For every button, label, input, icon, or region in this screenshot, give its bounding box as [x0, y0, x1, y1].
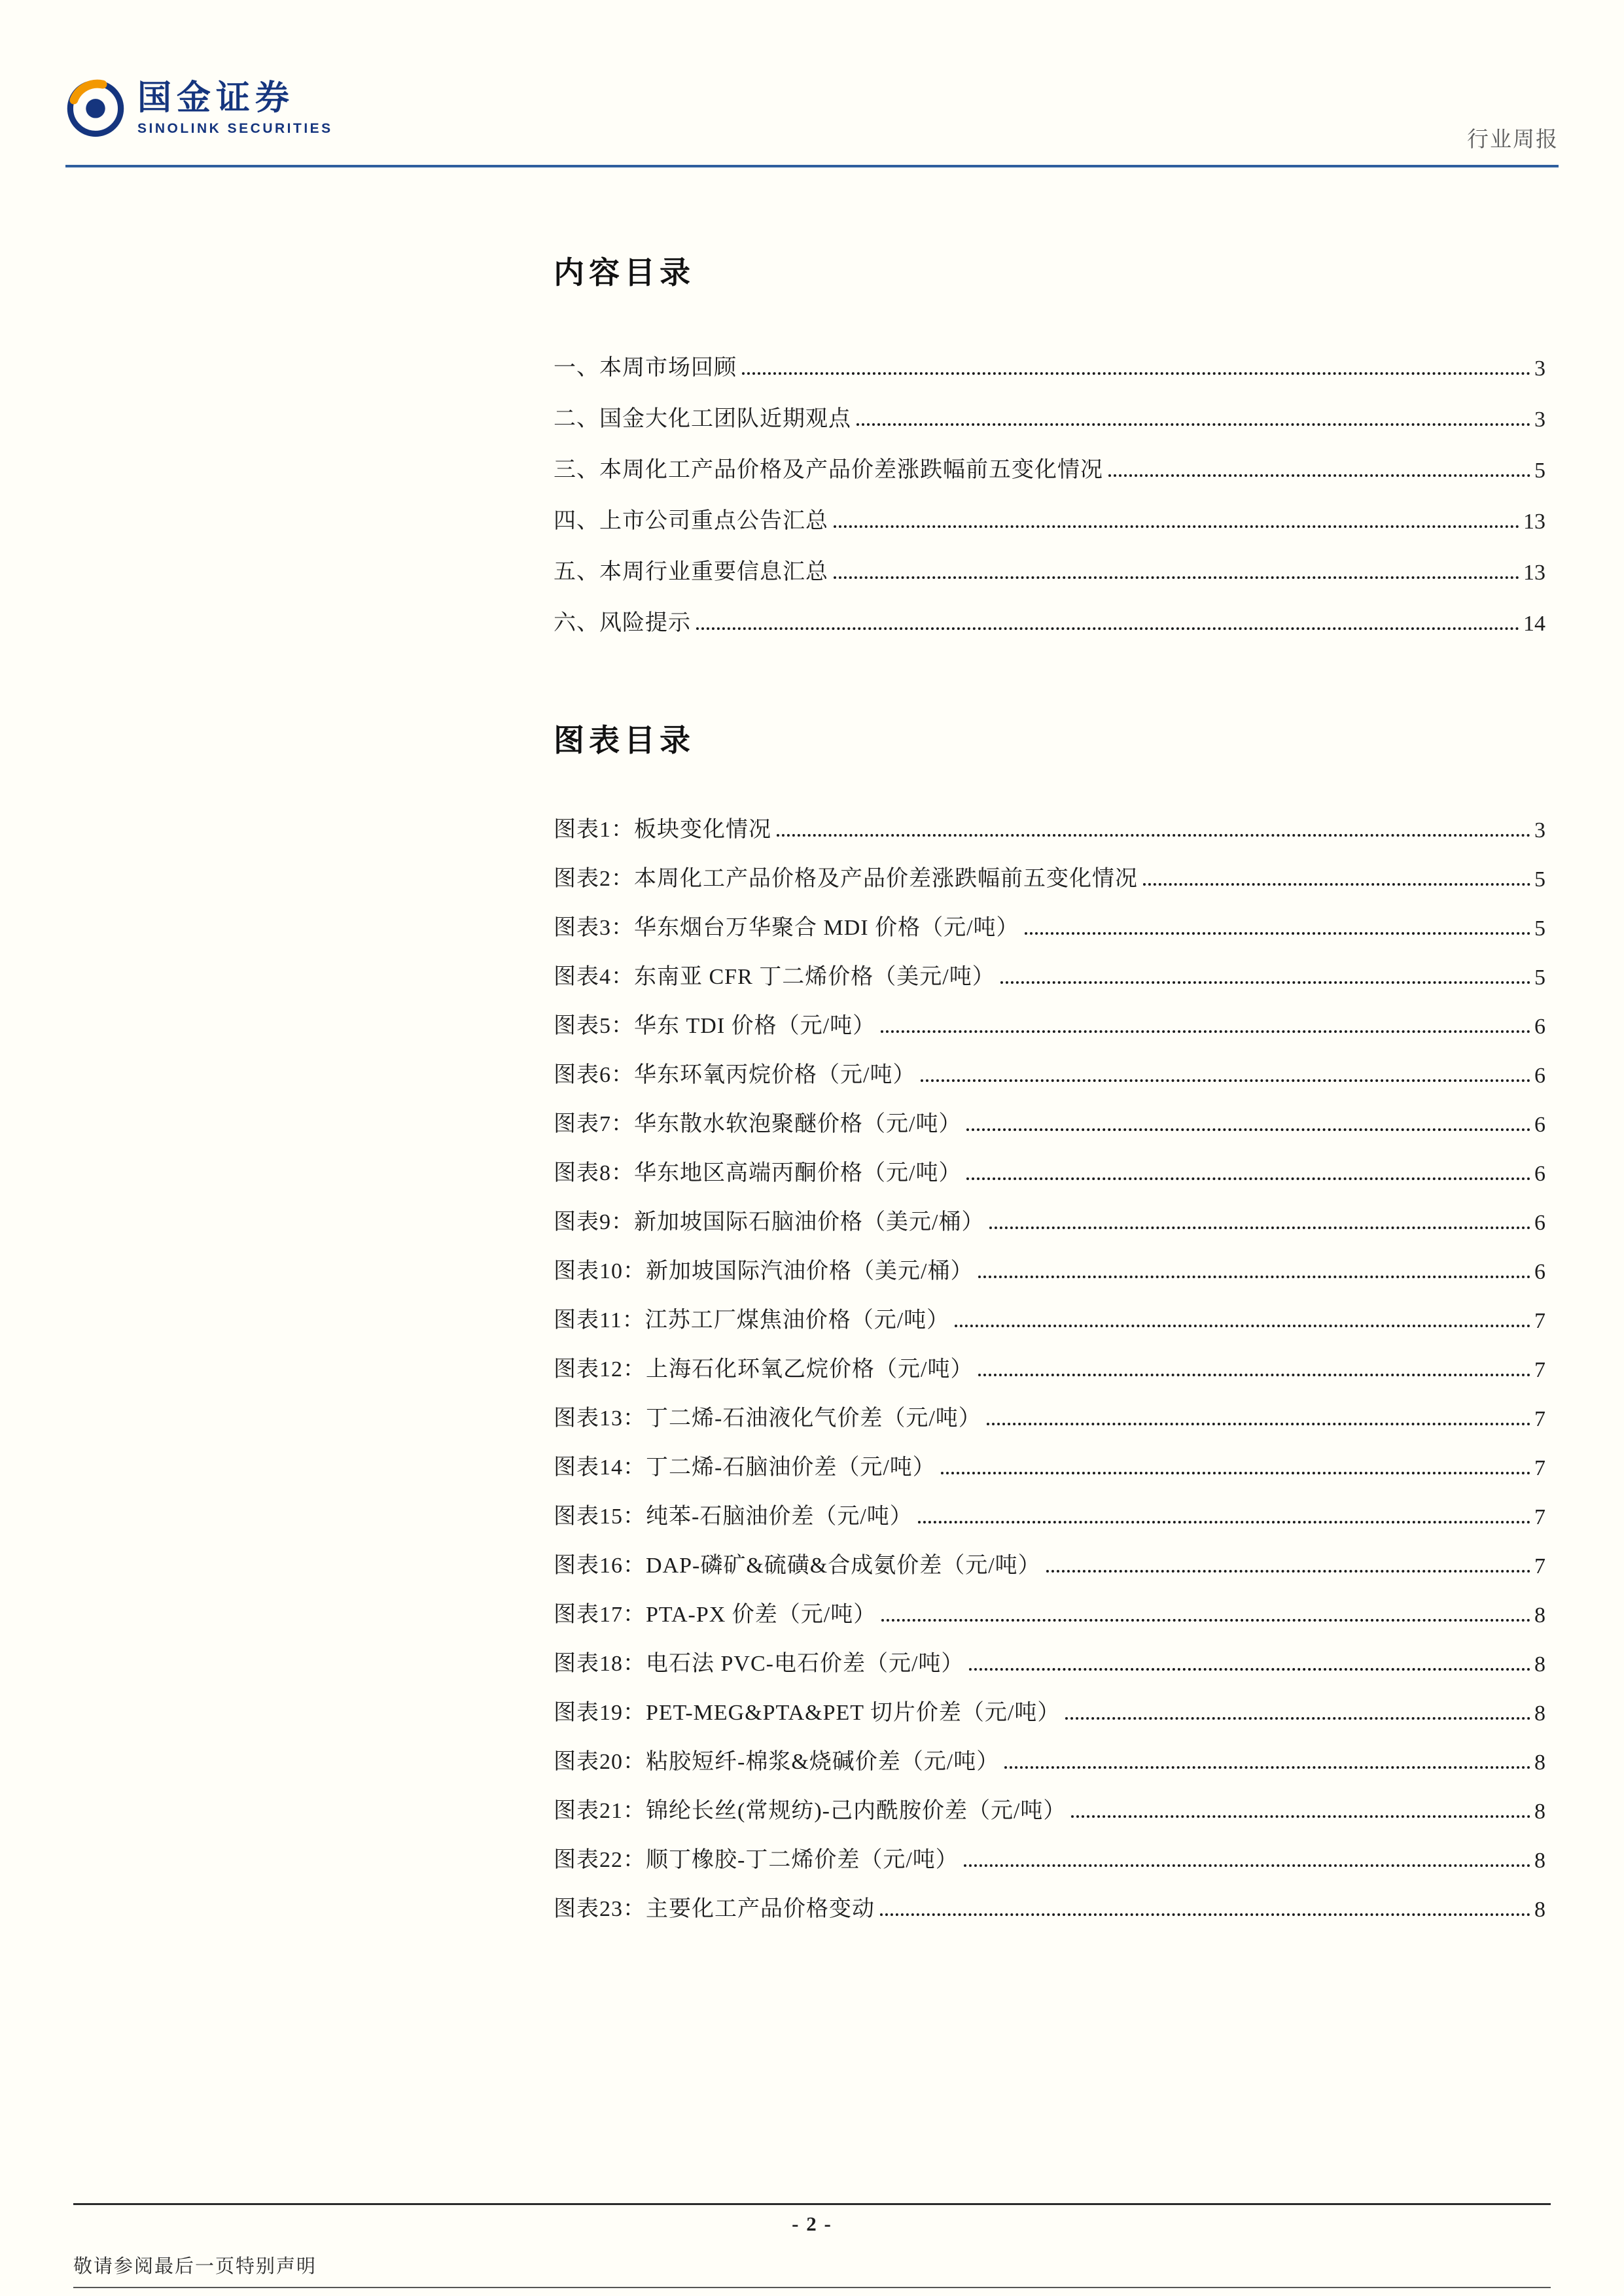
dot-leader: [921, 1079, 1530, 1082]
figure-item-page: 7: [1534, 1309, 1545, 1333]
figure-item-page: 5: [1534, 867, 1545, 892]
dot-leader: [987, 1423, 1530, 1425]
toc-item[interactable]: [554, 381, 1545, 432]
toc-list: [554, 330, 1545, 636]
figure-item[interactable]: [554, 941, 1545, 990]
figure-item-page: 7: [1534, 1407, 1545, 1431]
figure-item-page: 6: [1534, 1162, 1545, 1186]
toc-item-page: 3: [1534, 408, 1545, 432]
toc-item-page: 13: [1523, 510, 1545, 534]
figure-item-page: 8: [1534, 1898, 1545, 1922]
dot-leader: [989, 1226, 1530, 1229]
page-number: - 2 -: [792, 2212, 832, 2235]
figure-item-label: 图表14：丁二烯-石脑油价差（元/吨）: [554, 1455, 936, 1480]
figure-item-label: 图表21：锦纶长丝(常规纺)-己内酰胺价差（元/吨）: [554, 1799, 1067, 1823]
sinolink-logo-icon: [65, 77, 126, 137]
toc-item[interactable]: [554, 432, 1545, 483]
toc-item[interactable]: [554, 585, 1545, 636]
figure-item-page: 8: [1534, 1750, 1545, 1775]
toc-item-label: 六、风险提示: [554, 611, 691, 635]
figure-item-label: 图表19：PET-MEG&PTA&PET 切片价差（元/吨）: [554, 1701, 1061, 1725]
dot-leader: [966, 1177, 1530, 1180]
figure-item[interactable]: [554, 1088, 1545, 1138]
figure-item-page: 8: [1534, 1849, 1545, 1873]
figure-item-page: 8: [1534, 1800, 1545, 1824]
dot-leader: [1046, 1570, 1530, 1573]
dot-leader: [881, 1619, 1530, 1622]
dot-leader: [1143, 883, 1530, 886]
figures-title: 图表目录: [554, 724, 695, 758]
dot-leader: [834, 576, 1519, 579]
dot-leader: [881, 1030, 1530, 1033]
toc-item-label: 一、本周市场回顾: [554, 356, 737, 380]
figure-item-page: 8: [1534, 1652, 1545, 1677]
dot-leader: [978, 1374, 1530, 1376]
figure-item-label: 图表15：纯苯-石脑油价差（元/吨）: [554, 1505, 913, 1529]
figure-item-label: 图表9：新加坡国际石脑油价格（美元/桶）: [554, 1210, 985, 1234]
toc-item-page: 5: [1534, 459, 1545, 483]
figure-item-page: 7: [1534, 1456, 1545, 1480]
figure-item[interactable]: [554, 1039, 1545, 1088]
figure-item-label: 图表11：江苏工厂煤焦油价格（元/吨）: [554, 1308, 950, 1332]
brand-subtitle: SINOLINK SECURITIES: [137, 121, 333, 137]
figure-item[interactable]: [554, 1383, 1545, 1432]
figure-item-label: 图表20：粘胶短纤-棉浆&烧碱价差（元/吨）: [554, 1750, 1000, 1774]
figure-item-label: 图表16：DAP-磷矿&硫磺&合成氨价差（元/吨）: [554, 1554, 1041, 1578]
figure-item[interactable]: [554, 990, 1545, 1039]
figure-item-page: 8: [1534, 1603, 1545, 1627]
dot-leader: [969, 1668, 1530, 1671]
footer-divider: [73, 2203, 1551, 2205]
figure-item[interactable]: [554, 794, 1545, 843]
figure-item-page: 7: [1534, 1554, 1545, 1578]
figure-item[interactable]: [554, 1285, 1545, 1334]
brand-text-block: [137, 77, 333, 137]
report-type-label: 行业周报: [1467, 128, 1559, 152]
figure-item[interactable]: [554, 1824, 1545, 1873]
toc-item[interactable]: [554, 330, 1545, 381]
figure-item-label: 图表6：华东环氧丙烷价格（元/吨）: [554, 1063, 916, 1087]
dot-leader: [1000, 981, 1530, 984]
dot-leader: [777, 834, 1530, 837]
figure-item-label: 图表1：板块变化情况: [554, 818, 771, 842]
figure-item-label: 图表2：本周化工产品价格及产品价差涨跌幅前五变化情况: [554, 867, 1138, 891]
dot-leader: [856, 423, 1530, 426]
toc-item-label: 五、本周行业重要信息汇总: [554, 560, 828, 584]
dot-leader: [1071, 1815, 1530, 1818]
brand-name: 国金证券: [137, 80, 295, 117]
figure-item[interactable]: [554, 1579, 1545, 1628]
figure-item-label: 图表3：华东烟台万华聚合 MDI 价格（元/吨）: [554, 916, 1019, 940]
toc-item-label: 二、国金大化工团队近期观点: [554, 407, 851, 431]
figure-item-label: 图表4：东南亚 CFR 丁二烯价格（美元/吨）: [554, 965, 995, 989]
dot-leader: [966, 1128, 1530, 1131]
figure-item-label: 图表10：新加坡国际汽油价格（美元/桶）: [554, 1259, 974, 1283]
figure-item-page: 6: [1534, 1260, 1545, 1284]
content-column: [554, 249, 1545, 1922]
toc-item-page: 13: [1523, 561, 1545, 585]
figure-item-page: 7: [1534, 1505, 1545, 1529]
figure-item[interactable]: [554, 1481, 1545, 1530]
footer-disclaimer: 敬请参阅最后一页特别声明: [73, 2256, 317, 2277]
figure-item[interactable]: [554, 1775, 1545, 1824]
figure-item[interactable]: [554, 1432, 1545, 1481]
dot-leader: [696, 627, 1519, 630]
toc-item[interactable]: [554, 483, 1545, 534]
dot-leader: [978, 1276, 1530, 1278]
toc-item-label: 三、本周化工产品价格及产品价差涨跌幅前五变化情况: [554, 458, 1103, 482]
bottom-divider: [73, 2287, 1551, 2288]
dot-leader: [1025, 932, 1530, 935]
dot-leader: [1108, 474, 1530, 477]
dot-leader: [964, 1864, 1530, 1867]
figure-item-label: 图表8：华东地区高端丙酮价格（元/吨）: [554, 1161, 962, 1185]
figure-item-label: 图表7：华东散水软泡聚醚价格（元/吨）: [554, 1112, 962, 1136]
figure-item-label: 图表23：主要化工产品价格变动: [554, 1897, 875, 1921]
figure-item[interactable]: [554, 843, 1545, 892]
figure-item[interactable]: [554, 1530, 1545, 1579]
figure-item[interactable]: [554, 1726, 1545, 1775]
figure-item[interactable]: [554, 1628, 1545, 1677]
dot-leader: [742, 372, 1530, 375]
brand-block: [65, 77, 333, 137]
figure-list: [554, 794, 1545, 1922]
toc-item-page: 14: [1523, 612, 1545, 636]
figure-item-label: 图表17：PTA-PX 价差（元/吨）: [554, 1603, 877, 1627]
dot-leader: [834, 525, 1519, 528]
figure-item-label: 图表18：电石法 PVC-电石价差（元/吨）: [554, 1652, 964, 1676]
dot-leader: [918, 1521, 1530, 1523]
dot-leader: [1065, 1717, 1530, 1720]
figure-item[interactable]: [554, 892, 1545, 941]
figure-item-page: 8: [1534, 1701, 1545, 1726]
toc-item-label: 四、上市公司重点公告汇总: [554, 509, 828, 533]
dot-leader: [1004, 1766, 1530, 1769]
dot-leader: [955, 1325, 1530, 1327]
figure-item-page: 6: [1534, 1211, 1545, 1235]
header-divider: [65, 165, 1559, 167]
figure-item[interactable]: [554, 1873, 1545, 1922]
figure-item-label: 图表5：华东 TDI 价格（元/吨）: [554, 1014, 876, 1038]
figure-item[interactable]: [554, 1334, 1545, 1383]
toc-item-page: 3: [1534, 357, 1545, 381]
figure-item[interactable]: [554, 1677, 1545, 1726]
dot-leader: [880, 1913, 1530, 1916]
figure-item-page: 3: [1534, 818, 1545, 843]
figure-item-label: 图表13：丁二烯-石油液化气价差（元/吨）: [554, 1406, 981, 1431]
figure-item-page: 5: [1534, 965, 1545, 990]
figure-item-page: 6: [1534, 1064, 1545, 1088]
figure-item-label: 图表12：上海石化环氧乙烷价格（元/吨）: [554, 1357, 974, 1382]
figure-item[interactable]: [554, 1236, 1545, 1285]
figure-item[interactable]: [554, 1187, 1545, 1236]
toc-item[interactable]: [554, 534, 1545, 585]
figure-item-page: 6: [1534, 1113, 1545, 1137]
figure-item-page: 6: [1534, 1015, 1545, 1039]
figure-item[interactable]: [554, 1138, 1545, 1187]
toc-title: 内容目录: [554, 256, 695, 290]
figure-item-page: 5: [1534, 916, 1545, 941]
page-header: [65, 77, 1559, 162]
figure-item-page: 7: [1534, 1358, 1545, 1382]
dot-leader: [941, 1472, 1530, 1474]
figure-item-label: 图表22：顺丁橡胶-丁二烯价差（元/吨）: [554, 1848, 959, 1872]
